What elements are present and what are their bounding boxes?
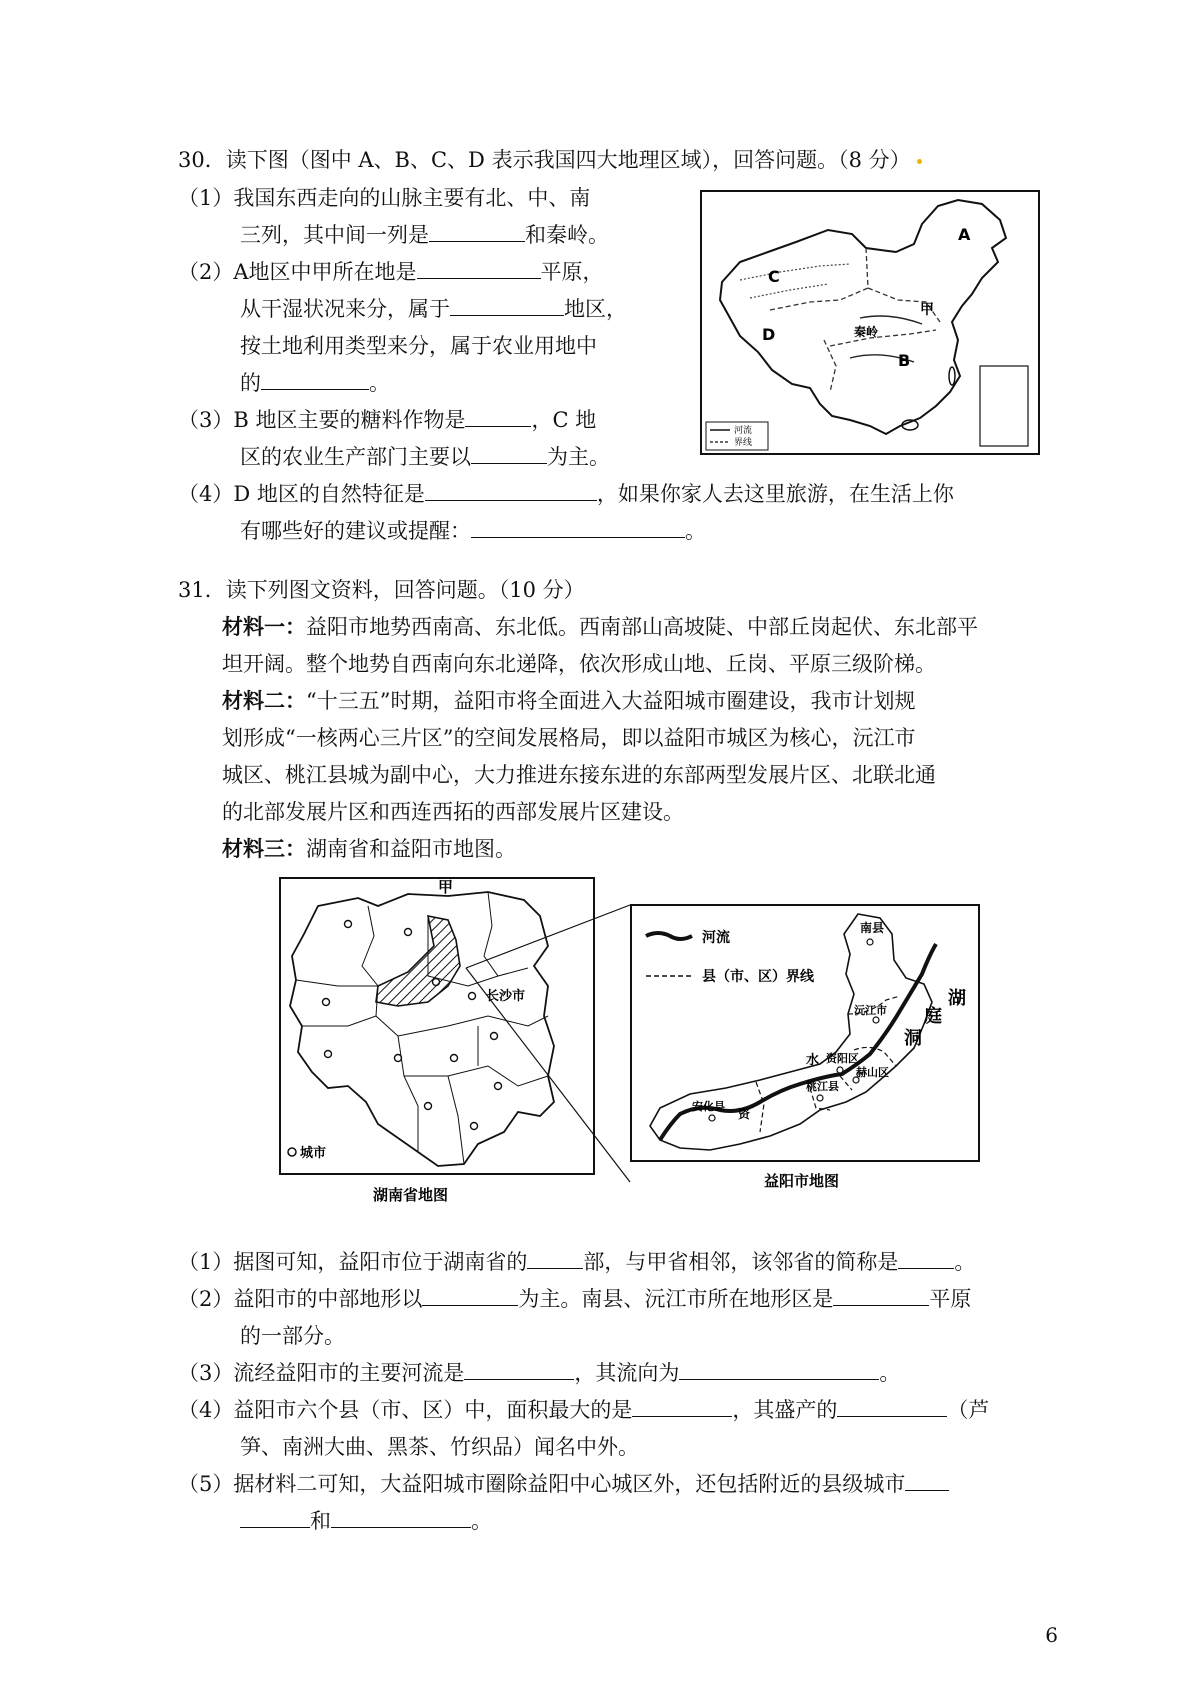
q31-part3 (178, 1358, 900, 1388)
q31-material2-line1 (222, 686, 915, 716)
text: 从干湿状况来分，属于 (240, 297, 450, 321)
text: （2）益阳市的中部地形以 (178, 1287, 423, 1311)
answer-blank[interactable] (837, 1395, 947, 1417)
answer-blank[interactable] (425, 479, 597, 501)
anhua-label: 安化县 (692, 1100, 725, 1113)
text: 益阳市地势西南高、东北低。西南部山高坡陡、中部丘岗起伏、东北部平 (306, 615, 978, 639)
legend-border-label: 县（市、区）界线 (702, 969, 814, 985)
q31-material3-line (222, 834, 516, 864)
q30-part3-line1 (178, 405, 596, 435)
text: 平原， (540, 260, 604, 284)
legend-river-label: 河流 (702, 930, 730, 946)
answer-blank[interactable] (261, 368, 369, 390)
answer-blank[interactable] (833, 1284, 929, 1306)
q30-part1-line2 (240, 220, 609, 250)
answer-blank[interactable] (331, 1506, 471, 1528)
text: ，C 地 (531, 408, 597, 432)
q30-title (178, 145, 922, 175)
q30-title-text: 30．读下图（图中 A、B、C、D 表示我国四大地理区域），回答问题。（8 分） (178, 148, 911, 172)
q31-part2-line1 (178, 1284, 971, 1314)
text: 的一部分。 (240, 1324, 345, 1348)
text: 划形成“一核两心三片区”的空间发展格局，即以益阳市城区为核心，沅江市 (222, 726, 916, 750)
text: 的北部发展片区和西连西拓的西部发展片区建设。 (222, 800, 684, 824)
text: 湖南省和益阳市地图。 (306, 837, 516, 861)
legend-river-label: 河流 (734, 426, 753, 436)
text: 坦开阔。整个地势自西南向东北递降，依次形成山地、丘岗、平原三级阶梯。 (222, 652, 936, 676)
q31-material2-line4 (222, 797, 684, 827)
text: （4）D 地区的自然特征是 (178, 482, 425, 506)
zi-label: 资 (738, 1107, 751, 1121)
material-label: 材料三： (222, 836, 306, 861)
text: 部，与甲省相邻，该邻省的简称是 (583, 1250, 899, 1274)
changsha-label: 长沙市 (486, 989, 526, 1004)
answer-blank[interactable] (471, 516, 685, 538)
region-d-label: D (762, 325, 776, 344)
text: 为主。南县、沅江市所在地形区是 (518, 1287, 834, 1311)
answer-blank[interactable] (429, 220, 525, 242)
hu-label: 湖 (948, 988, 966, 1009)
q30-part2-line1 (178, 257, 604, 287)
text: ，如果你家人去这里旅游，在生活上你 (596, 482, 954, 506)
text: 。 (685, 519, 706, 543)
region-c-label: C (768, 267, 780, 286)
text: 。 (471, 1509, 492, 1533)
text: 的 (240, 371, 261, 395)
taojiang-label: 桃江县 (806, 1080, 839, 1093)
text: 地区， (564, 297, 627, 321)
text: ，其流向为 (574, 1361, 680, 1385)
text: （1）我国东西走向的山脉主要有北、中、南 (178, 186, 591, 210)
jia-province-label: 甲 (438, 878, 454, 896)
q30-part4-line1 (178, 479, 954, 509)
q30-part4-line2 (240, 516, 706, 546)
q31-title (178, 575, 585, 605)
text: （5）据材料二可知，大益阳城市圈除益阳中心城区外，还包括附近的县级城市 (178, 1472, 906, 1496)
qinling-label: 秦岭 (854, 325, 879, 339)
heshan-label: 赫山区 (856, 1066, 889, 1079)
answer-blank[interactable] (417, 257, 541, 279)
page-number: 6 (1045, 1623, 1058, 1647)
text: （1）据图可知，益阳市位于湖南省的 (178, 1250, 528, 1274)
dong-label: 洞 (904, 1028, 922, 1049)
text: （3）流经益阳市的主要河流是 (178, 1361, 465, 1385)
text: 按土地利用类型来分，属于农业用地中 (240, 334, 597, 358)
text: 三列，其中间一列是 (240, 223, 429, 247)
jia-label: 甲 (920, 302, 934, 318)
text: 和秦岭。 (525, 223, 609, 247)
q31-material2-line3 (222, 760, 936, 790)
q31-material2-line2 (222, 723, 915, 753)
q31-material1-line1 (222, 612, 978, 642)
answer-blank[interactable] (632, 1395, 732, 1417)
shui-label: 水 (806, 1053, 820, 1068)
nanxian-label: 南县 (860, 921, 885, 935)
text: 。 (954, 1250, 976, 1274)
yuanjiang-label: 沅江市 (854, 1004, 887, 1017)
marker-dot (917, 159, 922, 164)
text: ，其盛产的 (732, 1398, 838, 1422)
text: 。 (879, 1361, 901, 1385)
answer-blank[interactable] (471, 442, 547, 464)
text: “十三五”时期，益阳市将全面进入大益阳城市圈建设，我市计划规 (306, 689, 916, 713)
map-connector-lines (460, 900, 640, 1190)
yiyang-city-map (630, 904, 980, 1189)
q31-material1-line2 (222, 649, 936, 679)
q30-part2-line4 (240, 368, 390, 398)
ziyang-label: 资阳区 (826, 1052, 859, 1065)
region-a-label: A (958, 225, 971, 244)
text: 和 (310, 1509, 331, 1533)
text: 为主。 (547, 445, 610, 469)
material-label: 材料一： (222, 614, 306, 639)
q31-part5-line1 (178, 1469, 949, 1499)
ting-label: 庭 (924, 1006, 942, 1027)
answer-blank[interactable] (450, 294, 564, 316)
text: 31．读下列图文资料，回答问题。（10 分） (178, 578, 585, 602)
text: 。 (369, 371, 390, 395)
q31-part1 (178, 1247, 975, 1277)
text: （芦 (947, 1398, 990, 1422)
legend-border-label: 界线 (734, 438, 753, 448)
city-legend-label: 城市 (300, 1146, 327, 1161)
q31-part4-line1 (178, 1395, 989, 1425)
text: （4）益阳市六个县（市、区）中，面积最大的是 (178, 1398, 633, 1422)
region-b-label: B (898, 351, 911, 370)
q30-part1-line1 (178, 183, 590, 213)
text: 有哪些好的建议或提醒： (240, 519, 471, 543)
q31-part5-line2 (240, 1506, 492, 1536)
answer-blank[interactable] (465, 405, 531, 427)
answer-blank[interactable] (679, 1358, 879, 1380)
q30-part2-line3 (240, 331, 597, 361)
text: （2）A地区中甲所在地是 (178, 260, 417, 284)
text: 城区、桃江县城为副中心，大力推进东接东进的东部两型发展片区、北联北通 (222, 763, 936, 787)
q31-part2-line2 (240, 1321, 345, 1351)
answer-blank[interactable] (527, 1247, 583, 1269)
text: 区的农业生产部门主要以 (240, 445, 471, 469)
answer-blank[interactable] (898, 1247, 954, 1269)
answer-blank[interactable] (240, 1506, 310, 1528)
answer-blank[interactable] (422, 1284, 518, 1306)
china-regions-map (700, 190, 1040, 455)
text: 笋、南洲大曲、黑茶、竹织品）闻名中外。 (240, 1435, 639, 1459)
answer-blank[interactable] (905, 1469, 949, 1491)
hunan-map-caption: 湖南省地图 (373, 1186, 449, 1204)
q31-part4-line2 (240, 1432, 639, 1462)
text: （3）B 地区主要的糖料作物是 (178, 408, 466, 432)
material-label: 材料二： (222, 688, 306, 713)
text: 平原 (929, 1287, 972, 1311)
q30-part3-line2 (240, 442, 610, 472)
q30-part2-line2 (240, 294, 627, 324)
answer-blank[interactable] (464, 1358, 574, 1380)
yiyang-map-caption: 益阳市地图 (764, 1172, 840, 1189)
